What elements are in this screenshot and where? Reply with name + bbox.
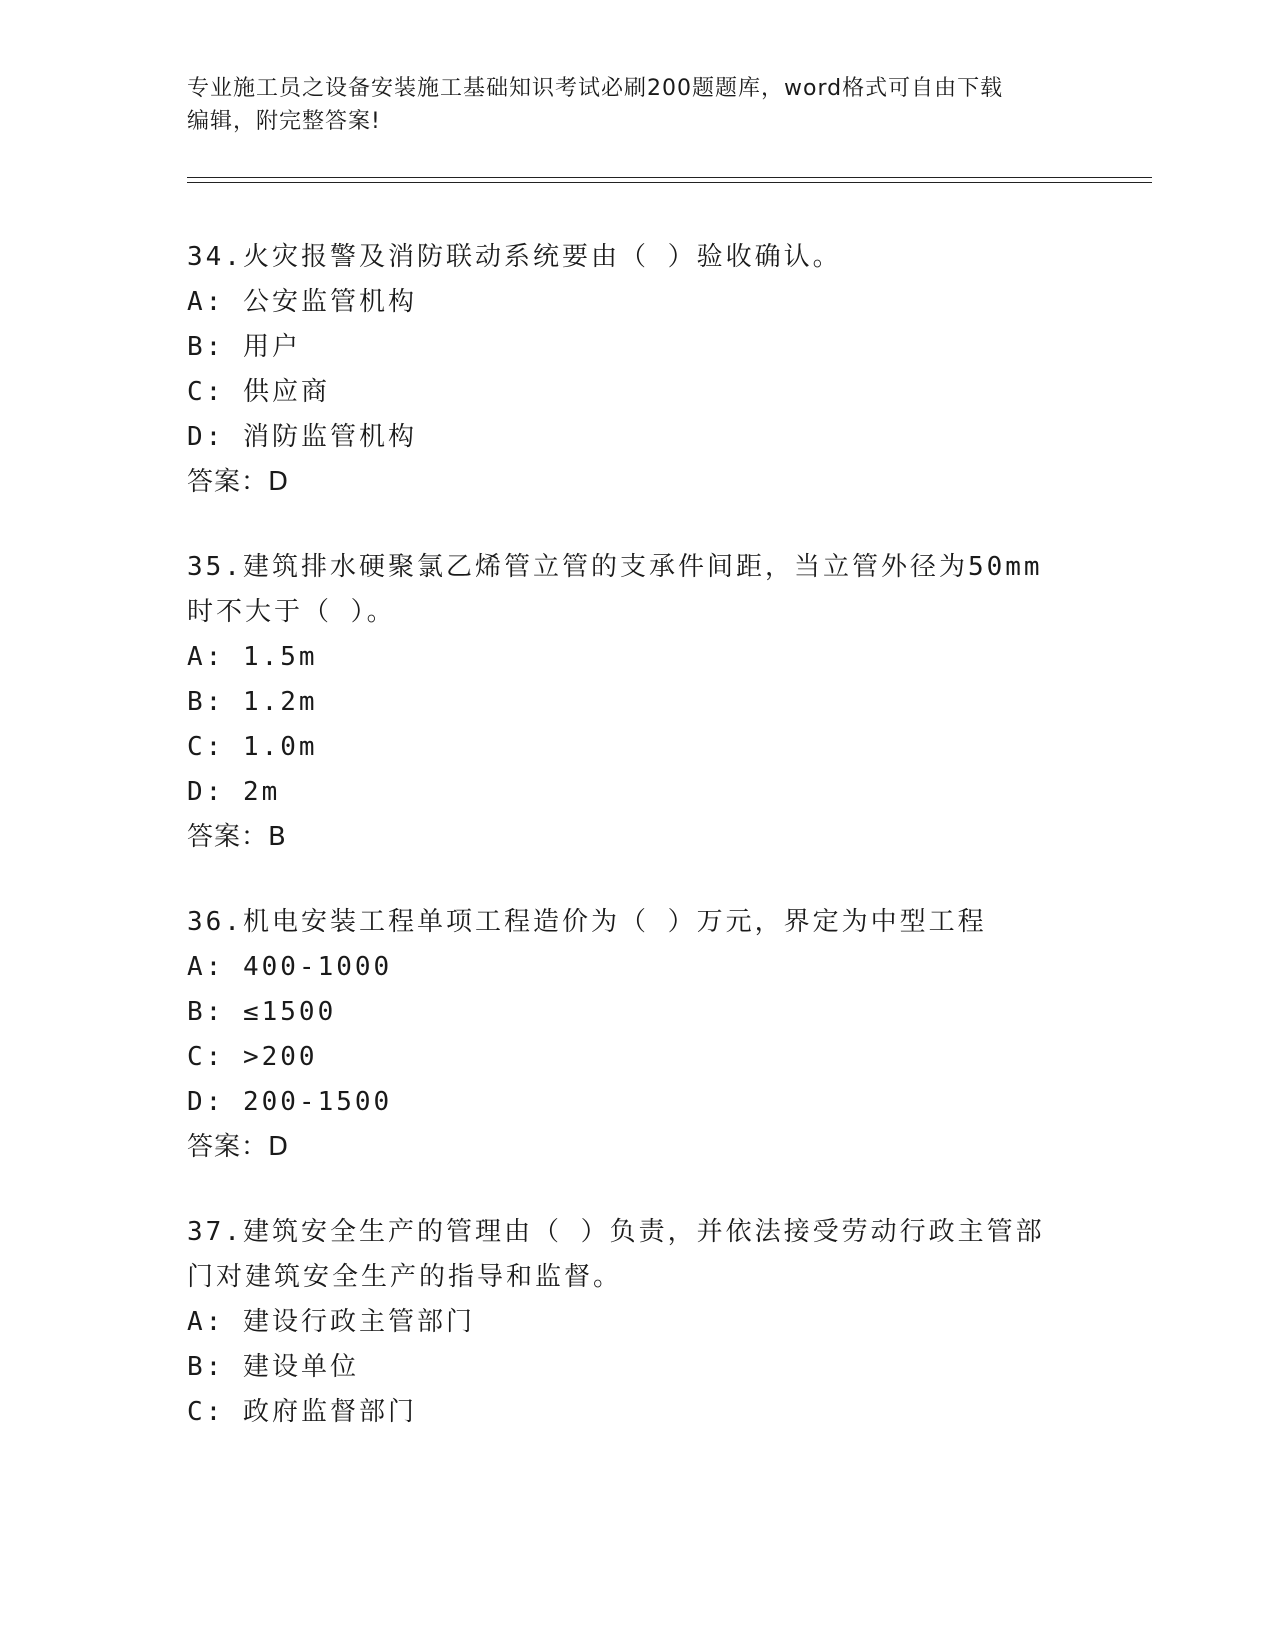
option-c: C: 供应商: [187, 377, 330, 407]
question-36: [187, 900, 1087, 1170]
question-34: [187, 235, 1087, 505]
option-a: A: 1.5m: [187, 642, 318, 672]
question-stem: 35.建筑排水硬聚氯乙烯管立管的支承件间距，当立管外径为50mm时不大于（ ）。: [187, 552, 1043, 627]
question-stem: 36.机电安装工程单项工程造价为（ ）万元，界定为中型工程: [187, 907, 987, 937]
option-c: C: 1.0m: [187, 732, 318, 762]
option-a: A: 400-1000: [187, 952, 393, 982]
question-list: [187, 235, 1087, 1475]
option-c: C: >200: [187, 1042, 318, 1072]
question-37: [187, 1210, 1087, 1435]
answer: 答案：D: [187, 467, 290, 497]
option-d: D: 消防监管机构: [187, 422, 417, 452]
option-b: B: 建设单位: [187, 1352, 359, 1382]
option-b: B: 1.2m: [187, 687, 318, 717]
answer: 答案：B: [187, 822, 287, 852]
question-stem: 34.火灾报警及消防联动系统要由（ ）验收确认。: [187, 242, 842, 272]
document-header: [187, 72, 1087, 138]
option-a: A: 建设行政主管部门: [187, 1307, 475, 1337]
option-d: D: 200-1500: [187, 1087, 393, 1117]
option-a: A: 公安监管机构: [187, 287, 417, 317]
option-d: D: 2m: [187, 777, 281, 807]
answer: 答案：D: [187, 1132, 290, 1162]
option-b: B: ≤1500: [187, 997, 337, 1027]
header-line-1: 专业施工员之设备安装施工基础知识考试必刷200题题库，word格式可自由下载: [187, 76, 1004, 101]
option-c: C: 政府监督部门: [187, 1397, 417, 1427]
header-divider-bottom: [187, 182, 1152, 183]
question-stem: 37.建筑安全生产的管理由（ ）负责，并依法接受劳动行政主管部门对建筑安全生产的指导和监督。: [187, 1217, 1045, 1292]
header-divider-top: [187, 177, 1152, 178]
header-line-2: 编辑，附完整答案!: [187, 109, 381, 134]
question-35: [187, 545, 1087, 860]
option-b: B: 用户: [187, 332, 301, 362]
